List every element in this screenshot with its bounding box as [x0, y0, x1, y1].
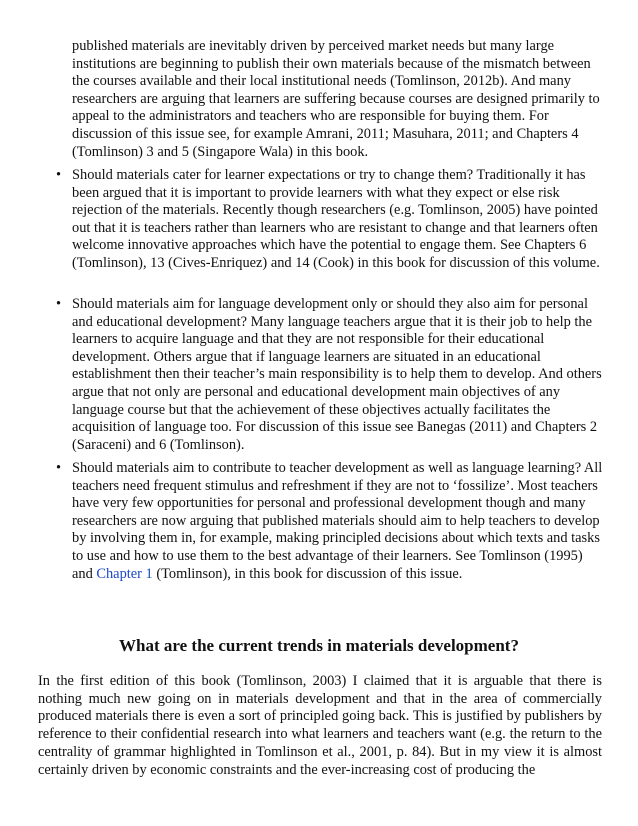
bullet-text-before-link: Should materials aim to contribute to teacher development as well as language learning? All teachers need frequent stimulus and refreshment if they are not to ‘fossilize’. Most teachers have very few opportunities for personal and professional development though and many researchers are now arguing that published materials should aim to help teachers to develop by involving them in, for example, making principled decisions about which texts and tasks to use and how to use them to the best advantage of their learners. See Tomlinson (1995) and: [72, 460, 603, 582]
body-paragraph: In the first edition of this book (Tomlinson, 2003) I claimed that it is arguable that there is nothing much new going on in materials development and that in the area of commercially produced materials there is even a sort of principled going back. This is justified by publishers by reference to their confidential research into what learners and teachers want (e.g. the return to the centrality of grammar highlighted in Tomlinson et al., 2001, p. 84). But in my view it is almost certainly driven by economic constraints and the ever-increasing cost of producing the: [38, 673, 602, 778]
bullet-marker: •: [56, 460, 62, 476]
continuation-paragraph: published materials are inevitably driven by perceived market needs but many large institutions are beginning to publish their own materials because of the mismatch between the courses available and their local institutional needs (Tomlinson, 2012b). And many researchers are arguing that learners are suffering because courses are designed primarily to appeal to the administrators and teachers who are responsible for buying them. For discussion of this issue see, for example Amrani, 2011; Masuhara, 2011; and Chapters 4 (Tomlinson) 3 and 5 (Singapore Wala) in this book.: [72, 38, 600, 160]
chapter-1-link[interactable]: Chapter 1: [96, 565, 153, 582]
bullet-text: [72, 460, 604, 583]
bullet-text-after-link: (Tomlinson), in this book for discussion of this issue.: [152, 565, 463, 582]
bullet-item-learner-expectations: [56, 167, 604, 273]
bullet-marker: •: [56, 167, 62, 183]
bullet-item-language-development: [56, 296, 604, 454]
bullet-text: Should materials aim for language development only or should they also aim for personal and educational development? Many language teachers argue that it is their job to help the learners to acquire language and that they are not responsible for their educational development. Others argue that if language learners are situated in an educational establishment then their teacher’s main responsibility is to help them to develop. And others argue that not only are personal and educational development main objectives of any language course but that the achievement of these objectives actually facilitates the acquisition of language too. For discussion of this issue see Banegas (2011) and Chapters 2 (Saraceni) and 6 (Tomlinson).: [72, 296, 602, 453]
bullet-text: Should materials cater for learner expectations or try to change them? Traditionally it has been argued that it is important to provide learners with what they expect or else risk rejection of the materials. Recently though researchers (e.g. Tomlinson, 2005) have pointed out that it is teachers rather than learners who are resistant to change and that learners often welcome innovative approaches which have the potential to engage them. See Chapters 6 (Tomlinson), 13 (Cives-Enriquez) and 14 (Cook) in this book for discussion of this volume.: [72, 167, 600, 271]
bullet-item-teacher-development: [56, 460, 604, 583]
section-heading: What are the current trends in materials development?: [119, 636, 519, 655]
bullet-marker: •: [56, 296, 62, 312]
